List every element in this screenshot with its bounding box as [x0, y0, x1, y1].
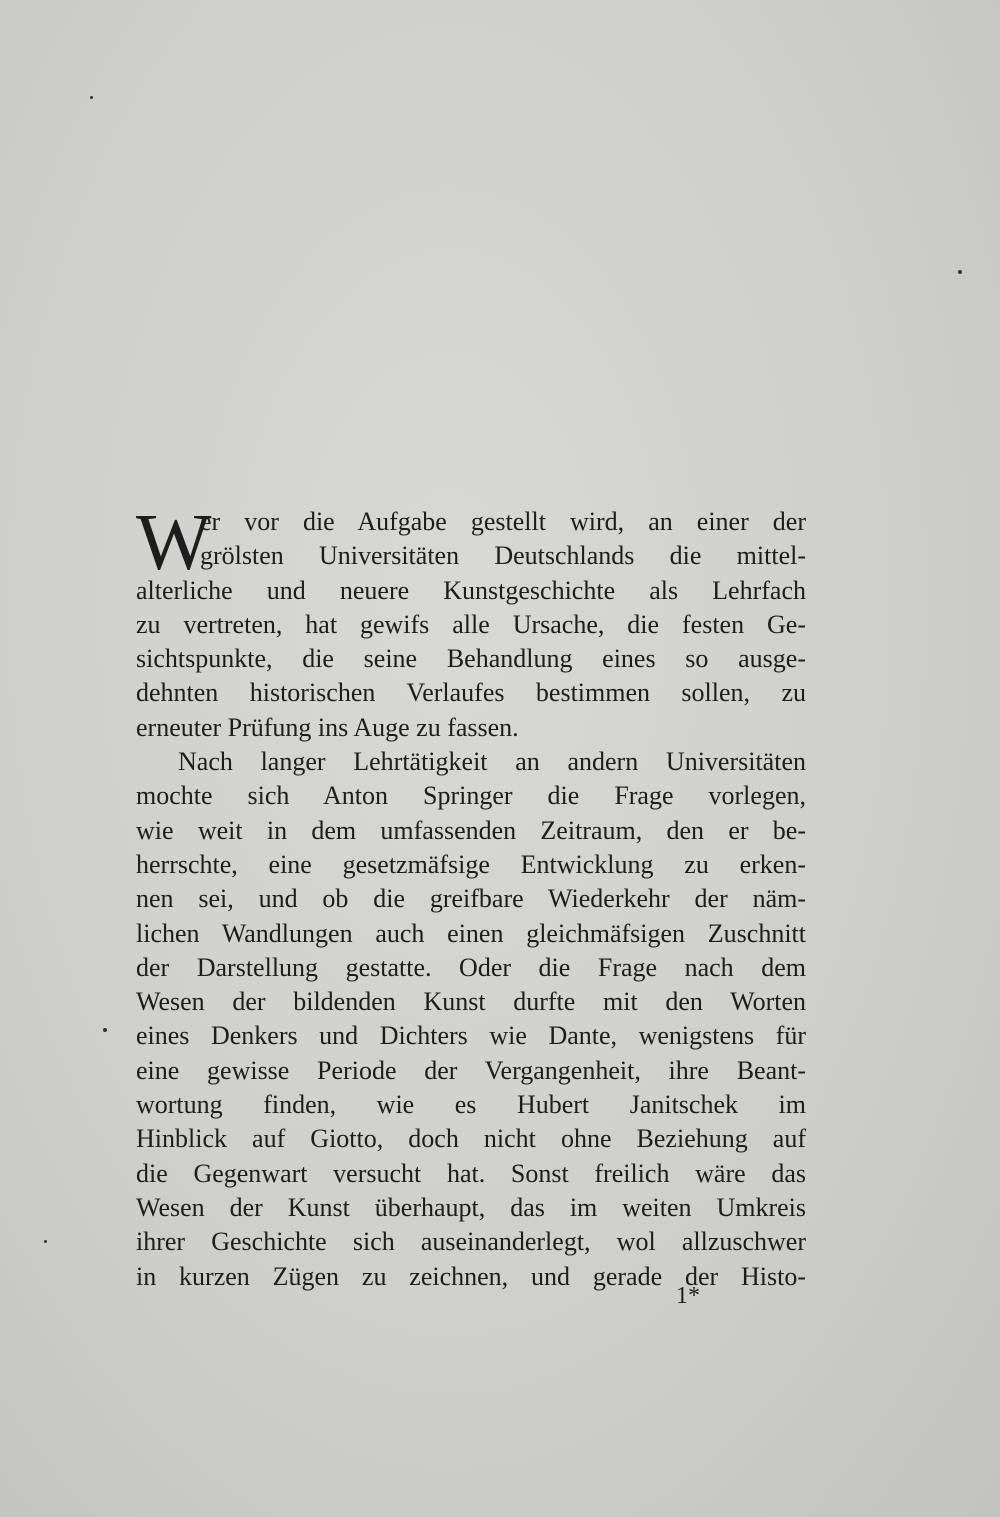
text-line: mochte sich Anton Springer die Frage vorlegen,: [136, 781, 806, 811]
dust-speck: [44, 1240, 47, 1243]
dust-speck: [90, 96, 93, 99]
text-line: der Darstellung gestatte. Oder die Frage nach dem: [136, 952, 806, 982]
text-line: wortung finden, wie es Hubert Janitschek im: [136, 1090, 806, 1120]
text-line: sichtspunkte, die seine Behandlung eines so ausge-: [136, 644, 806, 674]
text-line: eine gewisse Periode der Vergangenheit, ihre Beant-: [136, 1055, 806, 1085]
text-line: Hinblick auf Giotto, doch nicht ohne Beziehung auf: [136, 1124, 806, 1154]
body-text: [136, 499, 806, 1294]
signature-mark: 1*: [676, 1283, 700, 1309]
text-line: alterliche und neuere Kunstgeschichte als Lehrfach: [136, 575, 806, 605]
text-line: zu vertreten, hat gewifs alle Ursache, die festen Ge-: [136, 609, 806, 639]
text-line: Wesen der Kunst überhaupt, das im weiten Umkreis: [136, 1192, 806, 1222]
text-line: ihrer Geschichte sich auseinanderlegt, wol allzuschwer: [136, 1227, 806, 1257]
text-line: erneuter Prüfung ins Auge zu fassen.: [136, 712, 519, 742]
text-line: er vor die Aufgabe gestellt wird, an einer der: [200, 507, 806, 536]
text-line: Wesen der bildenden Kunst durfte mit den Worten: [136, 987, 806, 1017]
paragraph-2: [136, 745, 806, 1294]
text-line: in kurzen Zügen zu zeichnen, und gerade der Histo-: [136, 1261, 806, 1291]
dust-speck: [103, 1028, 107, 1032]
text-line: lichen Wandlungen auch einen gleichmäfsigen Zuschnitt: [136, 918, 806, 948]
text-line: eines Denkers und Dichters wie Dante, wenigstens für: [136, 1021, 806, 1051]
drop-cap: W: [136, 499, 210, 587]
text-line: wie weit in dem umfassenden Zeitraum, den er be-: [136, 815, 806, 845]
text-line: herrschte, eine gesetzmäfsige Entwicklung zu erken-: [136, 849, 806, 879]
text-line: dehnten historischen Verlaufes bestimmen sollen, zu: [136, 678, 806, 708]
dust-speck: [958, 270, 962, 274]
text-line: nen sei, und ob die greifbare Wiederkehr der näm-: [136, 884, 806, 914]
text-line: grölsten Universitäten Deutschlands die mittel-: [200, 541, 806, 571]
paragraph-1: [136, 499, 806, 745]
text-line: die Gegenwart versucht hat. Sonst freilich wäre das: [136, 1158, 806, 1188]
text-line: Nach langer Lehrtätigkeit an andern Universitäten: [178, 747, 806, 777]
